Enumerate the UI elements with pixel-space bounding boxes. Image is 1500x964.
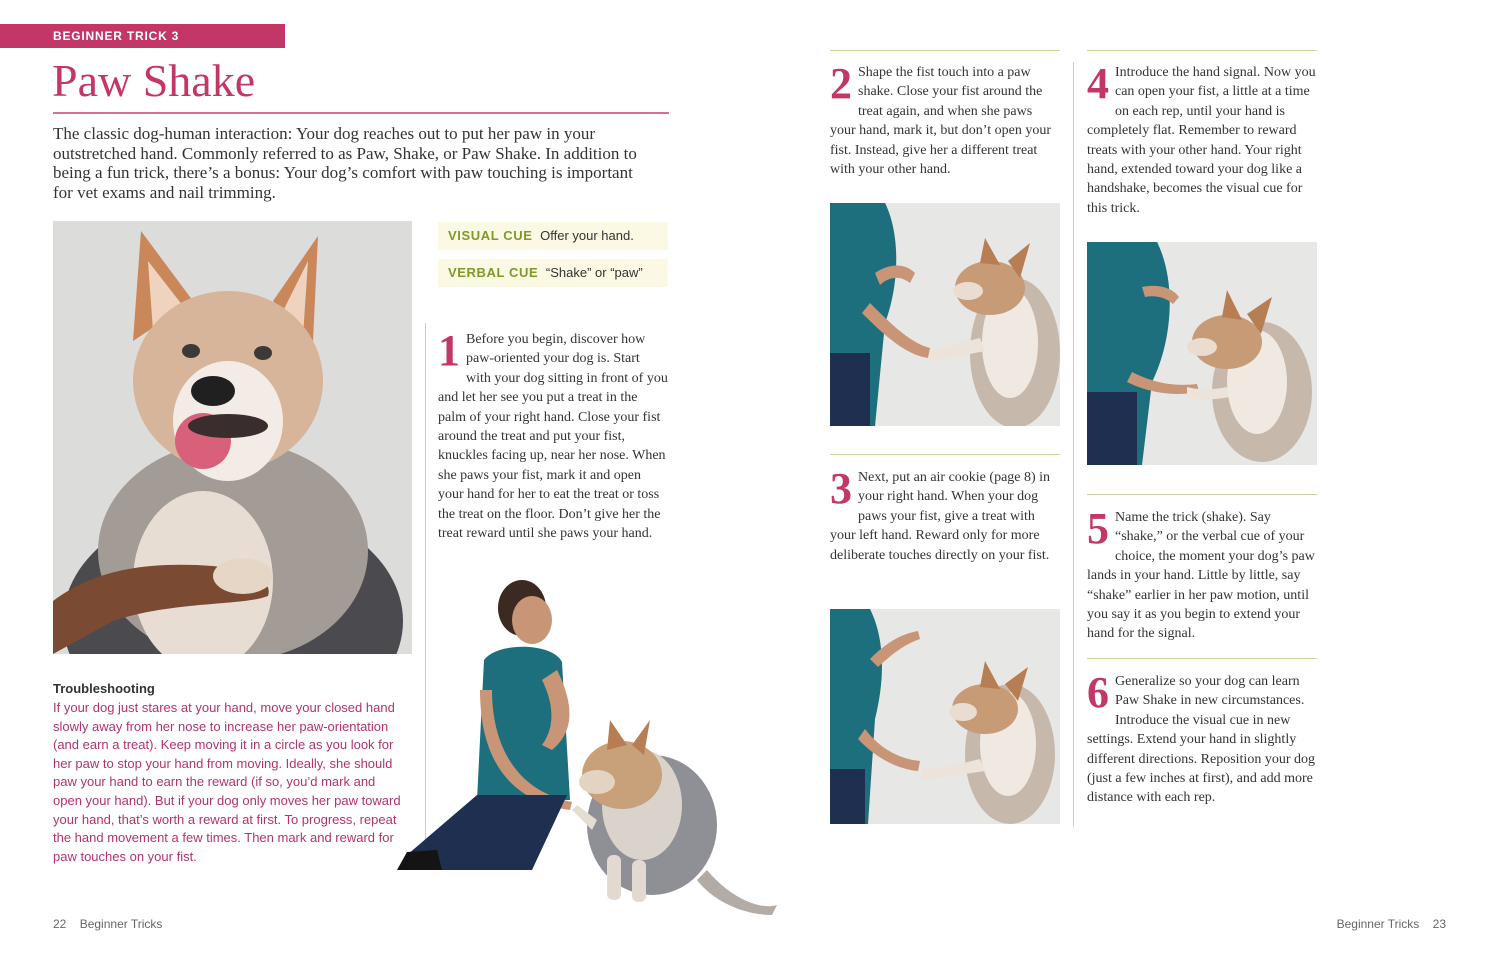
step-3-text: Next, put an air cookie (page 8) in your right hand. When your dog paws your fist, give a treat with your left hand. Reward only for more deliberate touches directly on your fist.: [830, 470, 1051, 563]
verbal-cue-text: “Shake” or “paw”: [545, 265, 643, 280]
step-1-number: 1: [438, 326, 460, 375]
col4-top-rule: [1087, 50, 1317, 51]
verbal-cue-label: VERBAL CUE: [448, 265, 539, 280]
footer-section-left: Beginner Tricks: [79, 917, 163, 931]
dog-portrait-photo: [53, 221, 412, 654]
intro-paragraph: The classic dog-human interaction: Your dog reaches out to put her paw in your outstretched hand. Commonly referred to as Paw, Shake, or Paw Shake. In addition to being a fun trick, there’s a bonus: Your dog’s comfort with paw touching is important for vet exams and nail trimming.: [53, 124, 637, 202]
footer-left: [53, 917, 162, 931]
step-5-text: Name the trick (shake). Say “shake,” or the verbal cue of your choice, the moment your dog’s paw lands in your hand. Little by little, say “shake” earlier in her paw motion, until you say it as you begin to extend your hand for the signal.: [1087, 510, 1315, 642]
step-4-text: Introduce the hand signal. Now you can open your fist, a little at a time on each rep, until your hand is completely flat. Remember to reward treats with your other hand. Your right hand, extended toward your dog like a handshake, becomes the visual cue for this trick.: [1087, 65, 1316, 216]
visual-cue-text: Offer your hand.: [540, 228, 634, 243]
page-title: Paw Shake: [52, 55, 256, 106]
step-6: [1087, 668, 1317, 808]
step-4-number: 4: [1087, 59, 1109, 108]
step-2: [830, 59, 1060, 179]
step-1-text: Before you begin, discover how paw-oriented your dog is. Start with your dog sitting in front of you and let her see you put a treat in the palm of your right hand. Close your fist around the treat and put your fist, knuckles facing up, near her nose. When she paws your fist, mark it and open your hand for her to eat the treat or toss the treat on the floor. Don’t give her the treat reward until she paws your hand.: [438, 332, 668, 542]
verbal-cue: [438, 259, 668, 287]
step-2-photo: [830, 203, 1060, 426]
step-2-number: 2: [830, 59, 852, 108]
step-1: [438, 326, 668, 543]
step-3: [830, 464, 1060, 565]
step-2-text: Shape the fist touch into a paw shake. Close your fist around the treat again, and when she paws your hand, mark it, but don’t open your fist. Instead, give her a different treat with your other hand.: [830, 65, 1051, 178]
step-3-photo: [830, 609, 1060, 824]
visual-cue: [438, 222, 668, 250]
section-label: BEGINNER TRICK 3: [0, 24, 285, 48]
troubleshooting-title: Troubleshooting: [53, 681, 155, 696]
step-4-photo: [1087, 242, 1317, 465]
troubleshooting-text: If your dog just stares at your hand, move your closed hand slowly away from her nose to increase her paw-orientation (and earn a treat). Keep moving it in a circle as you look for her paw to stop your hand from moving. Ideally, she should paw your hand to earn the reward (if so, you’d mark and open your hand). But if your dog only moves her paw toward your hand, that’s worth a reward at first. To progress, repeat the hand movement a few times. Then mark and reward for paw touches on your fist.: [53, 700, 401, 864]
right-column-divider: [1073, 62, 1074, 827]
footer-section-right: Beginner Tricks: [1336, 917, 1420, 931]
step-6-rule: [1087, 658, 1317, 659]
visual-cue-label: VISUAL CUE: [448, 228, 533, 243]
step-5: [1087, 504, 1317, 644]
cue-box: [438, 222, 668, 296]
step-3-number: 3: [830, 464, 852, 513]
title-divider: [53, 112, 669, 114]
footer-right: [1337, 917, 1446, 931]
step-5-rule: [1087, 494, 1317, 495]
step-5-number: 5: [1087, 504, 1109, 553]
step-4: [1087, 59, 1317, 218]
page-number-right: 23: [1432, 917, 1446, 931]
step-3-rule: [830, 454, 1060, 455]
page-number-left: 22: [53, 917, 67, 931]
step-6-number: 6: [1087, 668, 1109, 717]
woman-and-dog-photo: [392, 570, 782, 918]
step-6-text: Generalize so your dog can learn Paw Shake in new circumstances. Introduce the visual cue in new settings. Extend your hand in slightly different directions. Reposition your dog (just a few inches at first), and add more distance with each rep.: [1087, 674, 1315, 806]
col3-top-rule: [830, 50, 1060, 51]
